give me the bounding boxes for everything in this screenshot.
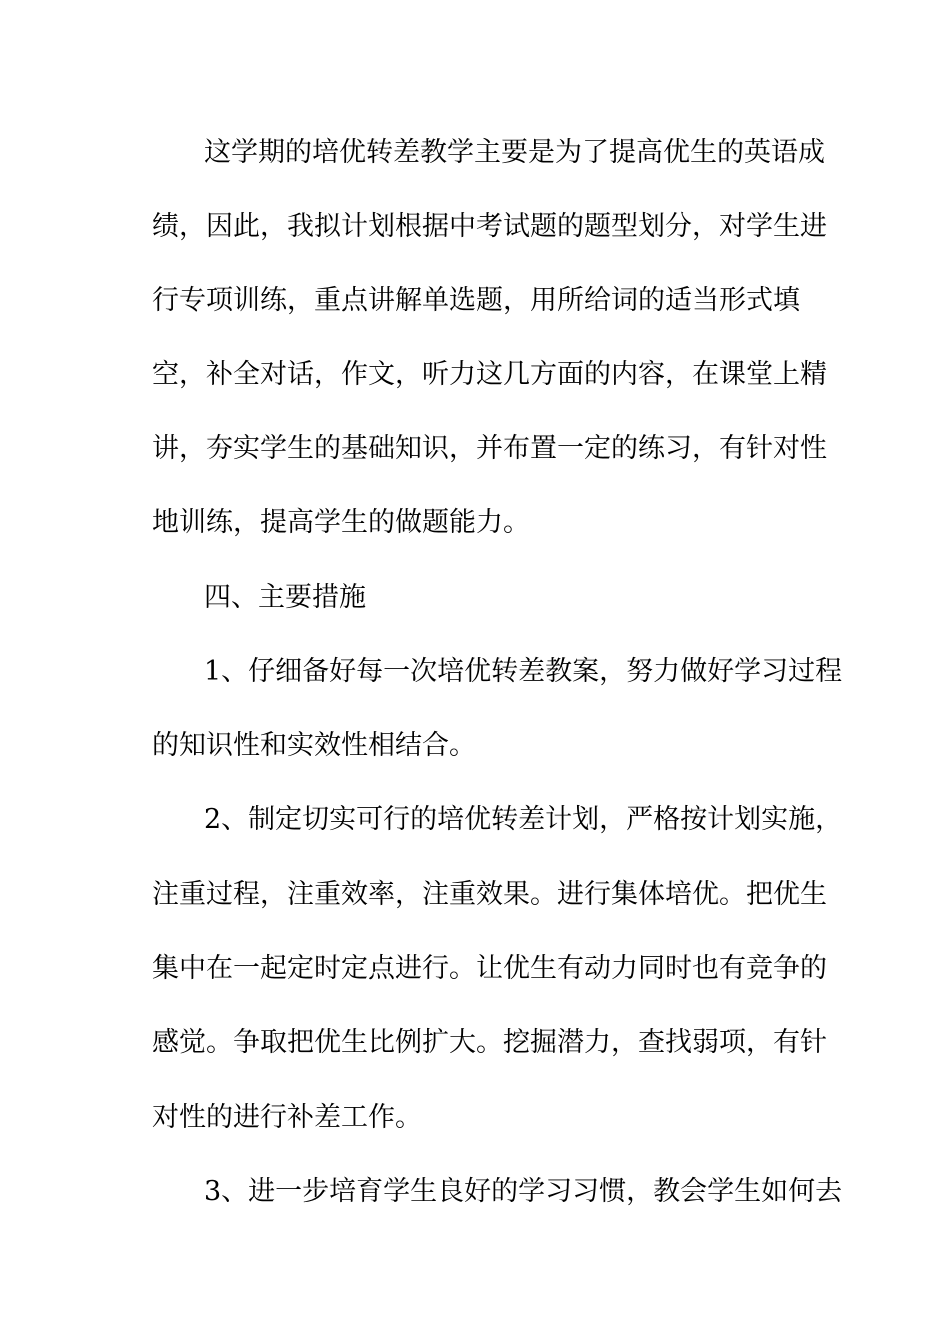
section-heading: 四、主要措施: [204, 582, 366, 613]
paragraph-line: 1、仔细备好每一次培优转差教案，努力做好学习过程: [204, 656, 843, 687]
paragraph-line: 对性的进行补差工作。: [152, 1102, 422, 1133]
paragraph-line: 绩，因此，我拟计划根据中考试题的题型划分，对学生进: [152, 211, 827, 242]
paragraph-line: 的知识性和实效性相结合。: [152, 730, 476, 761]
paragraph-line: 3、进一步培育学生良好的学习习惯，教会学生如何去: [204, 1176, 843, 1207]
paragraph-line: 地训练，提高学生的做题能力。: [152, 507, 530, 538]
paragraph-line: 感觉。争取把优生比例扩大。挖掘潜力，查找弱项，有针: [152, 1027, 827, 1058]
paragraph-line: 空，补全对话，作文，听力这几方面的内容，在课堂上精: [152, 359, 827, 390]
paragraph-line: 行专项训练，重点讲解单选题，用所给词的适当形式填: [152, 285, 800, 316]
paragraph-line: 注重过程，注重效率，注重效果。进行集体培优。把优生: [152, 879, 827, 910]
paragraph-line: 这学期的培优转差教学主要是为了提高优生的英语成: [204, 137, 825, 168]
paragraph-line: 讲，夯实学生的基础知识，并布置一定的练习，有针对性: [152, 433, 827, 464]
paragraph-line: 2、制定切实可行的培优转差计划，严格按计划实施，: [204, 804, 843, 835]
paragraph-line: 集中在一起定时定点进行。让优生有动力同时也有竞争的: [152, 953, 827, 984]
